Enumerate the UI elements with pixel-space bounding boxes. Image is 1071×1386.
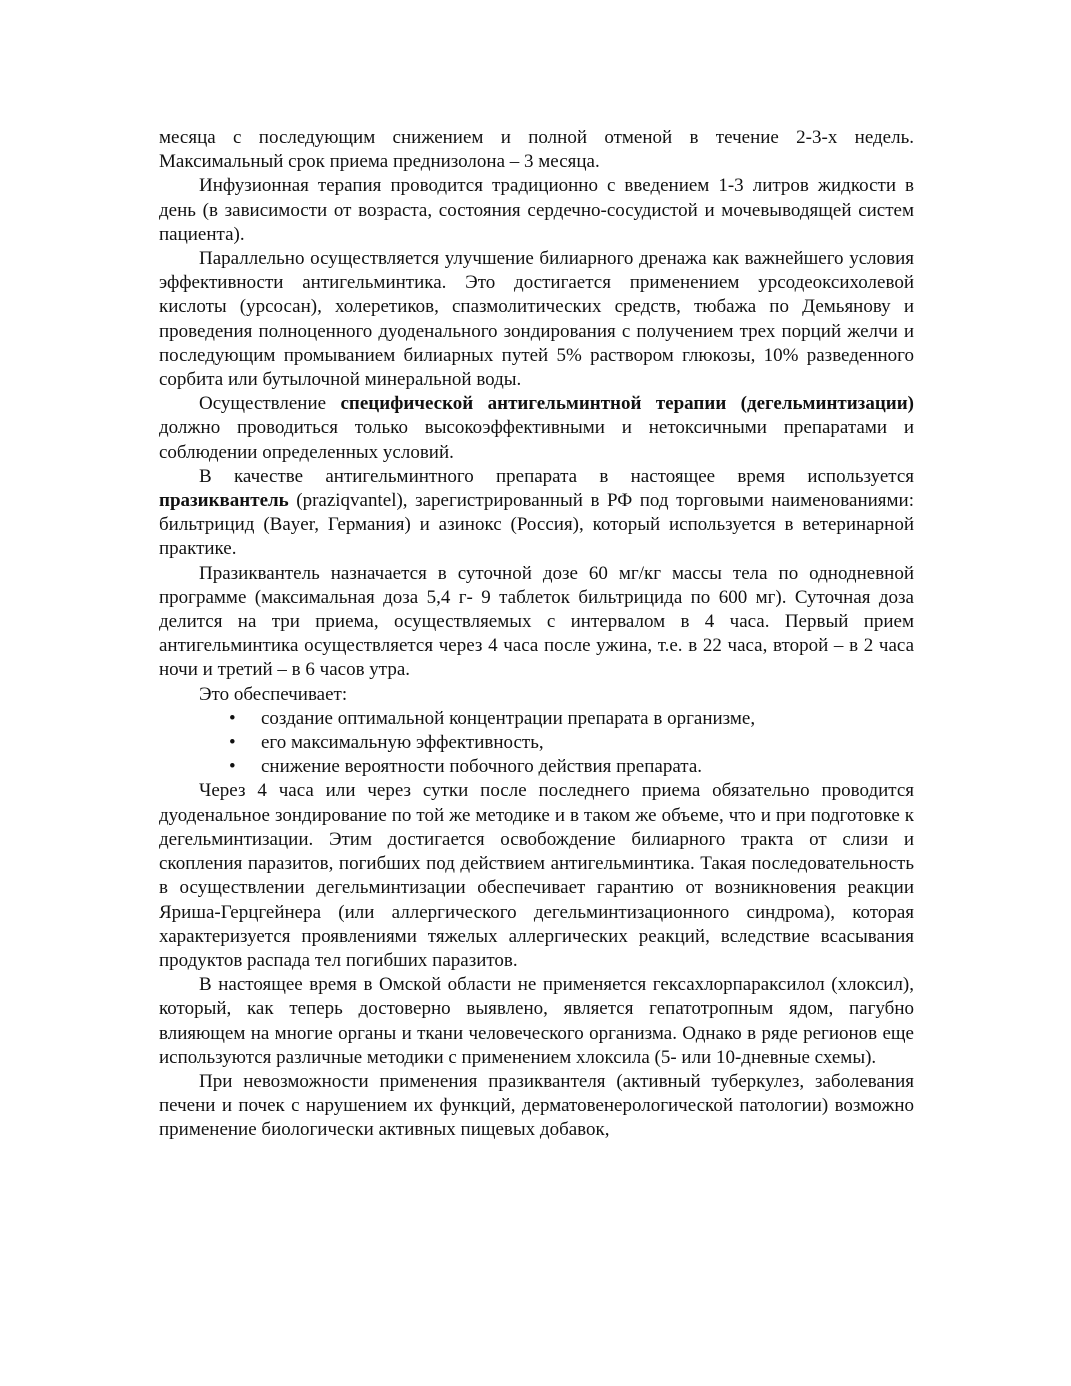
paragraph-specific-therapy [159, 392, 914, 465]
paragraph-alternatives: При невозможности применения празиквантеля (активный туберкулез, заболевания печени и почек с нарушением их функций, дерматовенерологической патологии) возможно применение биологически активных пищевых добавок, [159, 1070, 914, 1141]
paragraph-provides: Это обеспечивает: [199, 683, 348, 705]
paragraph-text: Осуществление [199, 393, 341, 415]
bullet-item: • создание оптимальной концентрации препарата в организме, [221, 707, 914, 731]
paragraph-text: В качестве антигельминтного препарата в настоящее время используется [199, 465, 914, 487]
bullet-item: • его максимальную эффективность, [221, 731, 914, 755]
bullet-list [159, 707, 914, 780]
paragraph-continuation: месяца с последующим снижением и полной отменой в течение 2-3-х недель. Максимальный срок приема преднизолона – 3 месяца. [159, 127, 914, 173]
paragraph-praziquantel [159, 465, 914, 562]
paragraph-biliary-drainage: Параллельно осуществляется улучшение билиарного дренажа как важнейшего условия эффективности антигельминтика. Это достигается применением урсодеоксихолевой кислоты (урсосан), холеретиков, спазмолитических средств, тюбажа по Демьянову и проведения полноценного дуоденального зондирования с получением трех порций желчи и последующим промыванием билиарных путей 5% раствором глюкозы, 10% разведенного сорбита или бутылочной минеральной воды. [159, 248, 914, 391]
document-page [159, 126, 914, 1143]
bullet-item: • снижение вероятности побочного действия препарата. [221, 755, 914, 779]
paragraph-dosage: Празиквантель назначается в суточной дозе 60 мг/кг массы тела по однодневной программе (максимальная доза 5,4 г- 9 таблеток бильтрицида по 600 мг). Суточная доза делится на три приема, осуществляемых с интервалом в 4 часа. Первый прием антигельминтика осуществляется через 4 часа после ужина, т.е. в 22 часа, второй – в 2 часа ночи и третий – в 6 часов утра. [159, 562, 914, 681]
paragraph-infusion-therapy: Инфузионная терапия проводится традиционно с введением 1-3 литров жидкости в день (в зависимости от возраста, состояния сердечно-сосудистой и мочевыводящей систем пациента). [159, 175, 914, 245]
paragraph-chloxil: В настоящее время в Омской области не применяется гексахлорпараксилол (хлоксил), который, как теперь достоверно выявлено, является гепатотропным ядом, пагубно влияющем на многие органы и ткани человеческого организма. Однако в ряде регионов еще используются различные методики с применением хлоксила (5- или 10-дневные схемы). [159, 974, 914, 1068]
paragraph-duodenal-probing: Через 4 часа или через сутки после последнего приема обязательно проводится дуоденальное зондирование по той же методике и в таком же объеме, что и при подготовке к дегельминтизации. Этим достигается освобождение билиарного тракта от слизи и скопления паразитов, погибших под действием антигельминтика. Такая последовательность в осуществлении дегельминтизации обеспечивает гарантию от возникновения реакции Яриша-Герцгейнера (или аллергического дегельминтизационного синдрома), которая характеризуется проявлениями тяжелых аллергических реакций, вследствие всасывания продуктов распада тел погибших паразитов. [159, 780, 914, 971]
bold-term-specific-therapy: специфической антигельминтной терапии (дегельминтизации) [340, 393, 914, 415]
paragraph-text: должно проводиться только высокоэффективными и нетоксичными препаратами и соблюдении определенных условий. [159, 417, 914, 463]
paragraph-text: (praziqvantel), зарегистрированный в РФ под торговыми наименованиями: бильтрицид (Bayer, Германия) и азинокс (Россия), который используется в ветеринарной практике. [159, 490, 914, 560]
bold-term-praziquantel: празиквантель [159, 490, 289, 512]
